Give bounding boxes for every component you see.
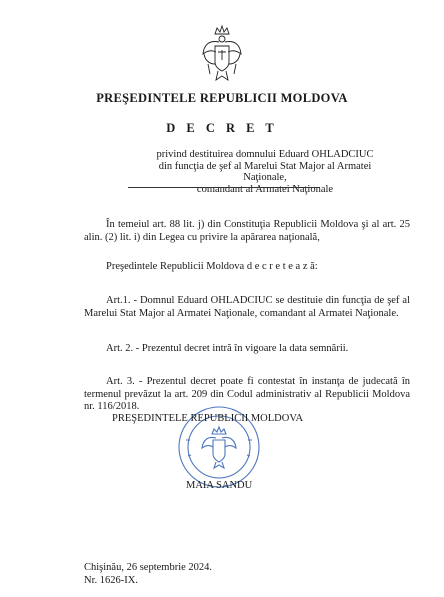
signatory-title: PREŞEDINTELE REPUBLICII MOLDOVA	[112, 413, 304, 424]
coat-of-arms-icon	[200, 24, 244, 88]
subject-underline	[128, 187, 320, 188]
legal-basis-paragraph: În temeiul art. 88 lit. j) din Constituţia Republicii Moldova şi al art. 25 alin. (2) lit. i) din Legea cu privire la apărarea naţională,	[84, 219, 410, 243]
article-3: Art. 3. - Prezentul decret poate fi contestat în instanţa de judecată în termenul prevăzut la art. 209 din Codul administrativ al Republicii Moldova nr. 116/2018.	[84, 376, 410, 412]
decree-number: Nr. 1626-IX.	[84, 575, 138, 586]
issue-place-date: Chişinău, 26 septembrie 2024.	[84, 562, 213, 573]
subject-line-2: din funcţia de şef al Marelui Stat Major al Armatei Naţionale,	[158, 160, 372, 183]
place-and-date	[84, 561, 212, 587]
issuer-title: PREŞEDINTELE REPUBLICII MOLDOVA	[96, 91, 348, 105]
article-2: Art. 2. - Prezentul decret intră în vigoare la data semnării.	[106, 343, 349, 354]
subject-line-3: comandant al Armatei Naţionale	[196, 183, 334, 195]
subject-line-1: privind destituirea domnului Eduard OHLADCIUC	[156, 149, 374, 160]
decree-subject	[150, 149, 380, 195]
document-type: D E C R E T	[166, 121, 278, 135]
decree-formula: Preşedintele Republicii Moldova d e c r e t e a z ă:	[106, 261, 318, 272]
article-1: Art.1. - Domnul Eduard OHLADCIUC se destituie din funcţia de şef al Marelui Stat Major al Armatei Naţionale, comandant al Armatei Naţionale.	[84, 295, 410, 319]
signatory-name: MAIA SANDU	[186, 480, 253, 491]
